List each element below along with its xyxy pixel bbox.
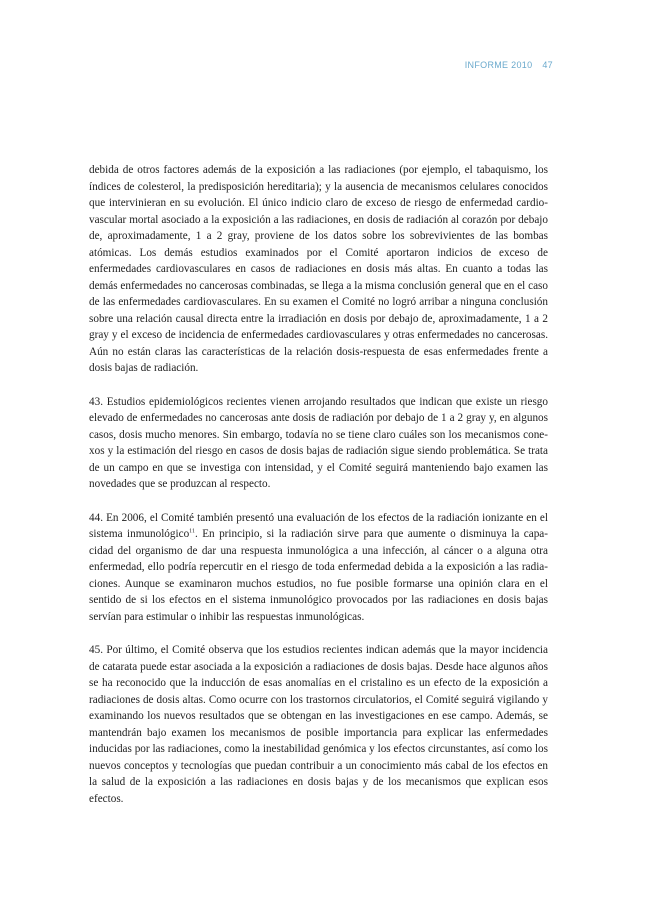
report-title: INFORME 2010 <box>464 60 533 70</box>
paragraph-45: 45. Por último, el Comité observa que los estudios recientes indican además que la mayor incidencia de catarata puede estar asociada a la exposición a radiaciones de dosis bajas. Desde hace algunos años se ha reconocido que la inducción de esas anomalías en el cristalino es un efecto de la exposición a radiaciones de dosis altas. Como ocurre con los trastornos circulatorios, el Comité seguirá vigilando y examinando los nuevos resultados que se obtengan en las investigaciones en ese campo. Además, se mantendrán bajo examen los mecanismos de posible importancia para explicar las enfermedades inducidas por las radiaciones, como la inestabilidad genómica y los efectos circunstantes, así como los nuevos conceptos y tecnologías que puedan contribuir a un conocimiento más cabal de los efectos en la salud de la exposición a las radiaciones en dosis bajas y de los mecanismos que explican esos efectos. <box>89 644 548 805</box>
paragraph-43: 43. Estudios epidemiológicos recientes vienen arrojando resultados que indican que existe un riesgo elevado de enfermedades no cancerosas ante dosis de radiación por debajo de 1 a 2 gray y, en algunos casos, dosis mucho menores. Sin embargo, todavía no se tiene claro cuáles son los mecanismos cone-xos y la estimación del riesgo en casos de dosis bajas de radiación sigue siendo problemática. Se trata de un campo en que se investiga con intensidad, y el Comité seguirá manteniendo bajo examen las novedades que se produzcan al respecto. <box>89 395 548 490</box>
paragraph-continuation: debida de otros factores además de la exposición a las radiaciones (por ejemplo, el tabaquismo, los índices de colesterol, la predisposición hereditaria); y la ausencia de mecanismos celulares conocidos que intervinieran en su evolución. El único indicio claro de exceso de riesgo de enfermedad cardio-vascular mortal asociado a la exposición a las radiaciones, en dosis de radiación al corazón por debajo de, aproximadamente, 1 a 2 gray, proviene de los datos sobre los sobrevivientes de las bombas atómicas. Los demás estudios examinados por el Comité aportaron indicios de exceso de enfermedades cardiovasculares en casos de radiaciones en dosis más altas. En cuanto a todas las demás enfermedades no cancerosas combinadas, se llega a la misma conclusión general que en el caso de las enfermedades cardiovasculares. En su examen el Comité no logró arribar a ninguna conclusión sobre una relación causal directa entre la irradiación en dosis por debajo de, aproximadamente, 1 a 2 gray y el exceso de incidencia de enfermedades cardiovasculares y otras enfermedades no cancerosas. Aún no están claras las características de la relación dosis-respuesta de esas enfermedades frente a dosis bajas de radiación. <box>89 164 548 374</box>
paragraph-44-text-before: 44. En 2006, el Comité también presentó una evaluación de los efectos de la radiación ionizante en el sistema inmunológico <box>89 511 548 540</box>
running-header <box>465 60 553 70</box>
body-text <box>89 162 548 824</box>
paragraph-44-text-after: . En principio, si la radiación sirve para que aumente o disminuya la capa-cidad del organismo de dar una respuesta inmunológica a una infección, al cáncer o a alguna otra enfermedad, ello podría repercutir en el riesgo de toda enfermedad debida a la exposición a las radia-ciones. Aunque se examinaron muchos estudios, no fue posible formarse una opinión clara en el sentido de si los efectos en el sistema inmunológico provocados por las radiaciones en dosis bajas servían para estimular o inhibir las respuestas inmunológicas. <box>89 528 548 623</box>
paragraph-44 <box>89 510 548 626</box>
page-number: 47 <box>542 60 553 70</box>
footnote-marker[interactable]: 11 <box>189 528 195 535</box>
